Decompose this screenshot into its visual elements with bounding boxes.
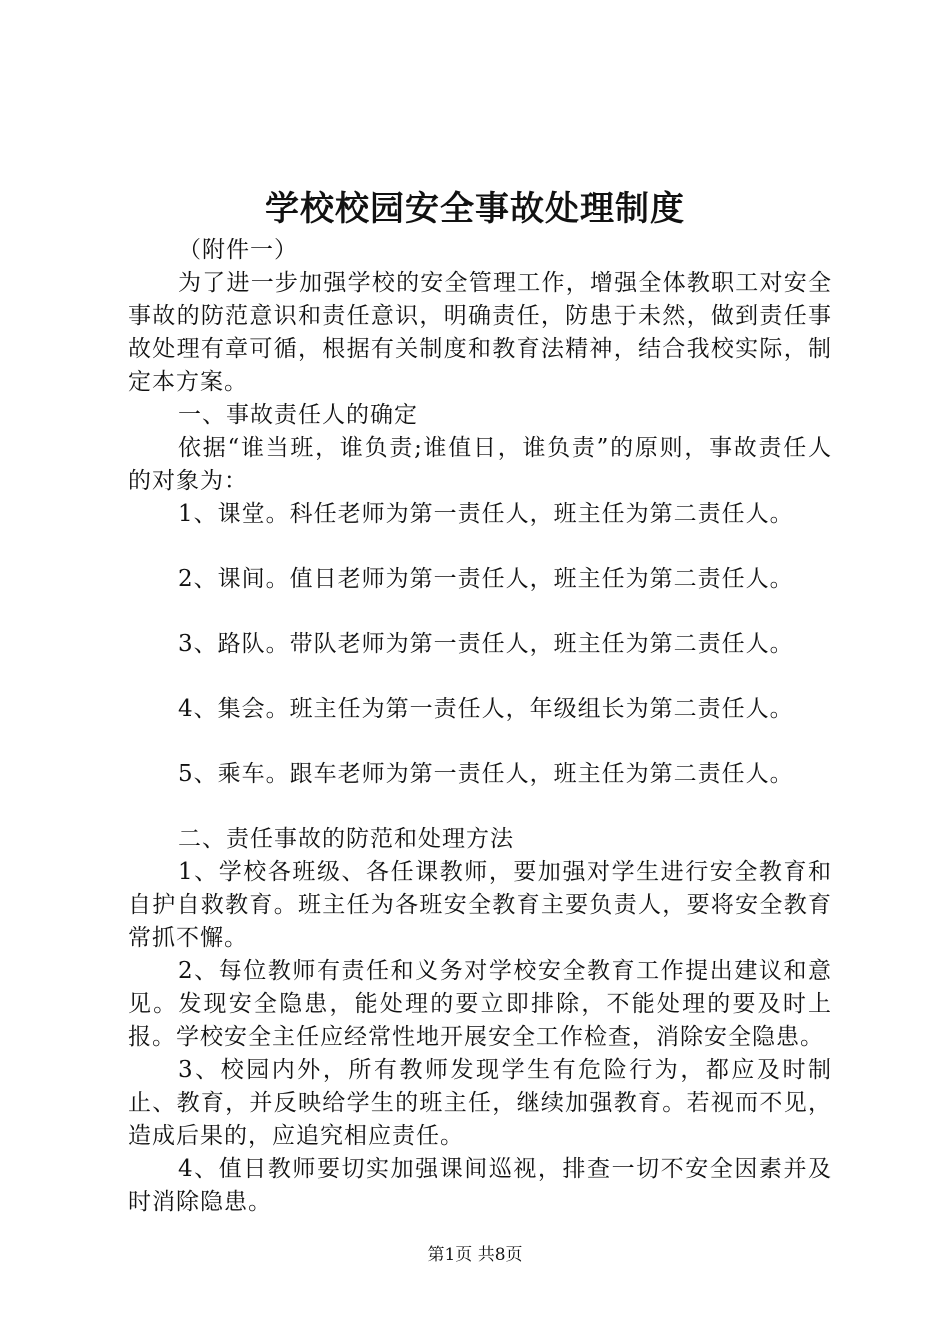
- section2-heading: 二、责任事故的防范和处理方法: [178, 826, 514, 852]
- section1-lead: 依据“谁当班，谁负责;谁值日，谁负责”的原则，事故责任人的对象为：: [128, 435, 832, 494]
- responsibility-item: 3、路队。带队老师为第一责任人，班主任为第二责任人。: [178, 631, 794, 657]
- prevention-item: 2、每位教师有责任和义务对学校安全教育工作提出建议和意见。发现安全隐患，能处理的要立即排除，不能处理的要及时上报。学校安全主任应经常性地开展安全工作检查，消除安全隐患。: [128, 958, 832, 1050]
- prevention-item: 1、学校各班级、各任课教师，要加强对学生进行安全教育和自护自救教育。班主任为各班安全教育主要负责人，要将安全教育常抓不懈。: [128, 859, 832, 951]
- document-title: 学校校园安全事故处理制度: [265, 189, 685, 229]
- responsibility-item: 1、课堂。科任老师为第一责任人，班主任为第二责任人。: [178, 501, 794, 527]
- prevention-item: 4、值日教师要切实加强课间巡视，排查一切不安全因素并及时消除隐患。: [128, 1156, 832, 1215]
- responsibility-item: 2、课间。值日老师为第一责任人，班主任为第二责任人。: [178, 566, 794, 592]
- page-footer: 第1页 共8页: [427, 1245, 523, 1265]
- intro-paragraph: 为了进一步加强学校的安全管理工作，增强全体教职工对安全事故的防范意识和责任意识，明确责任，防患于未然，做到责任事故处理有章可循，根据有关制度和教育法精神，结合我校实际，制定本方案。: [128, 270, 832, 395]
- annex-label: （附件一）: [178, 237, 298, 263]
- responsibility-item: 4、集会。班主任为第一责任人，年级组长为第二责任人。: [178, 696, 794, 722]
- prevention-item: 3、校园内外，所有教师发现学生有危险行为，都应及时制止、教育，并反映给学生的班主任，继续加强教育。若视而不见，造成后果的，应追究相应责任。: [128, 1057, 832, 1149]
- section1-heading: 一、事故责任人的确定: [178, 402, 418, 428]
- responsibility-item: 5、乘车。跟车老师为第一责任人，班主任为第二责任人。: [178, 761, 794, 787]
- document-body: [128, 234, 832, 1219]
